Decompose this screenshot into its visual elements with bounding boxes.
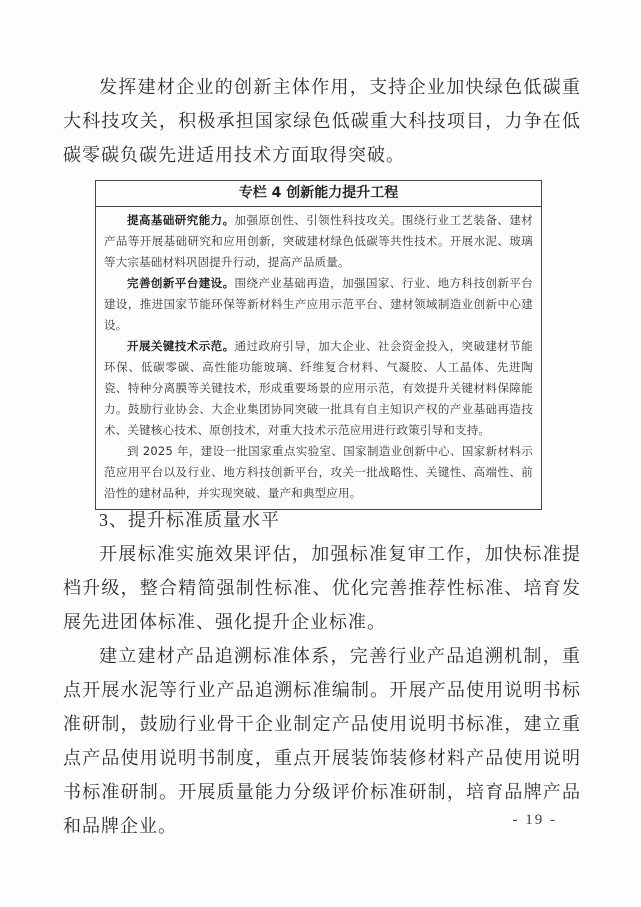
column-box-title: 专栏 4 创新能力提升工程	[96, 181, 541, 207]
box-paragraph-text: 围绕产业基础再造，加强国家、行业、地方科技创新平台建设，推进国家节能环保等新材料生产应用示范平台、建材领域制造业创新中心建设。	[104, 276, 533, 332]
section-heading-standards: 3、提升标准质量水平	[99, 510, 280, 530]
box-paragraph-text: 到 2025 年，建设一批国家重点实验室、国家制造业创新中心、国家新材料示范应用平台以及行业、地方科技创新平台，攻关一批战略性、关键性、高端性、前沿性的建材品种，并实现突破、量产和典型应用。	[104, 444, 533, 500]
box-paragraph-platform-building	[104, 273, 533, 336]
box-paragraph-lead: 完善创新平台建设。	[127, 276, 235, 290]
box-paragraph-basic-research	[104, 210, 533, 273]
column-4-box	[95, 180, 542, 510]
box-paragraph-2025-goals	[104, 441, 533, 504]
page-number: - 19 -	[512, 812, 557, 828]
paragraph-standards-evaluation: 开展标准实施效果评估，加强标准复审工作，加快标准提档升级，整合精简强制性标准、优化完善推荐性标准、培育发展先进团体标准、强化提升企业标准。	[63, 544, 581, 632]
column-box-body	[96, 207, 541, 509]
box-paragraph-lead: 开展关键技术示范。	[127, 339, 235, 353]
box-paragraph-lead: 提高基础研究能力。	[127, 213, 235, 227]
box-paragraph-key-technology	[104, 336, 533, 441]
box-paragraph-text: 通过政府引导，加大企业、社会资金投入，突破建材节能环保、低碳零碳、高性能功能玻璃、纤维复合材料、气凝胶、人工晶体、先进陶瓷、特种分离膜等关键技术，形成重要场景的应用示范，有效提升关键材料保障能力。鼓励行业协会、大企业集团协同突破一批具有自主知识产权的产业基础再造技术、关键核心技术、原创技术，对重大技术示范应用进行政策引导和支持。	[104, 339, 533, 437]
box-paragraph-text: 加强原创性、引领性科技攻关。围绕行业工艺装备、建材产品等开展基础研究和应用创新，突破建材绿色低碳等共性技术。开展水泥、玻璃等大宗基础材料巩固提升行动，提高产品质量。	[104, 213, 533, 269]
paragraph-innovation-lead: 发挥建材企业的创新主体作用，支持企业加快绿色低碳重大科技攻关，积极承担国家绿色低碳重大科技项目，力争在低碳零碳负碳先进适用技术方面取得突破。	[63, 77, 581, 165]
paragraph-traceability-standards: 建立建材产品追溯标准体系，完善行业产品追溯机制，重点开展水泥等行业产品追溯标准编制。开展产品使用说明书标准研制，鼓励行业骨干企业制定产品使用说明书标准，建立重点产品使用说明书制度，重点开展装饰装修材料产品使用说明书标准研制。开展质量能力分级评价标准研制，培育品牌产品和品牌企业。	[63, 646, 581, 836]
